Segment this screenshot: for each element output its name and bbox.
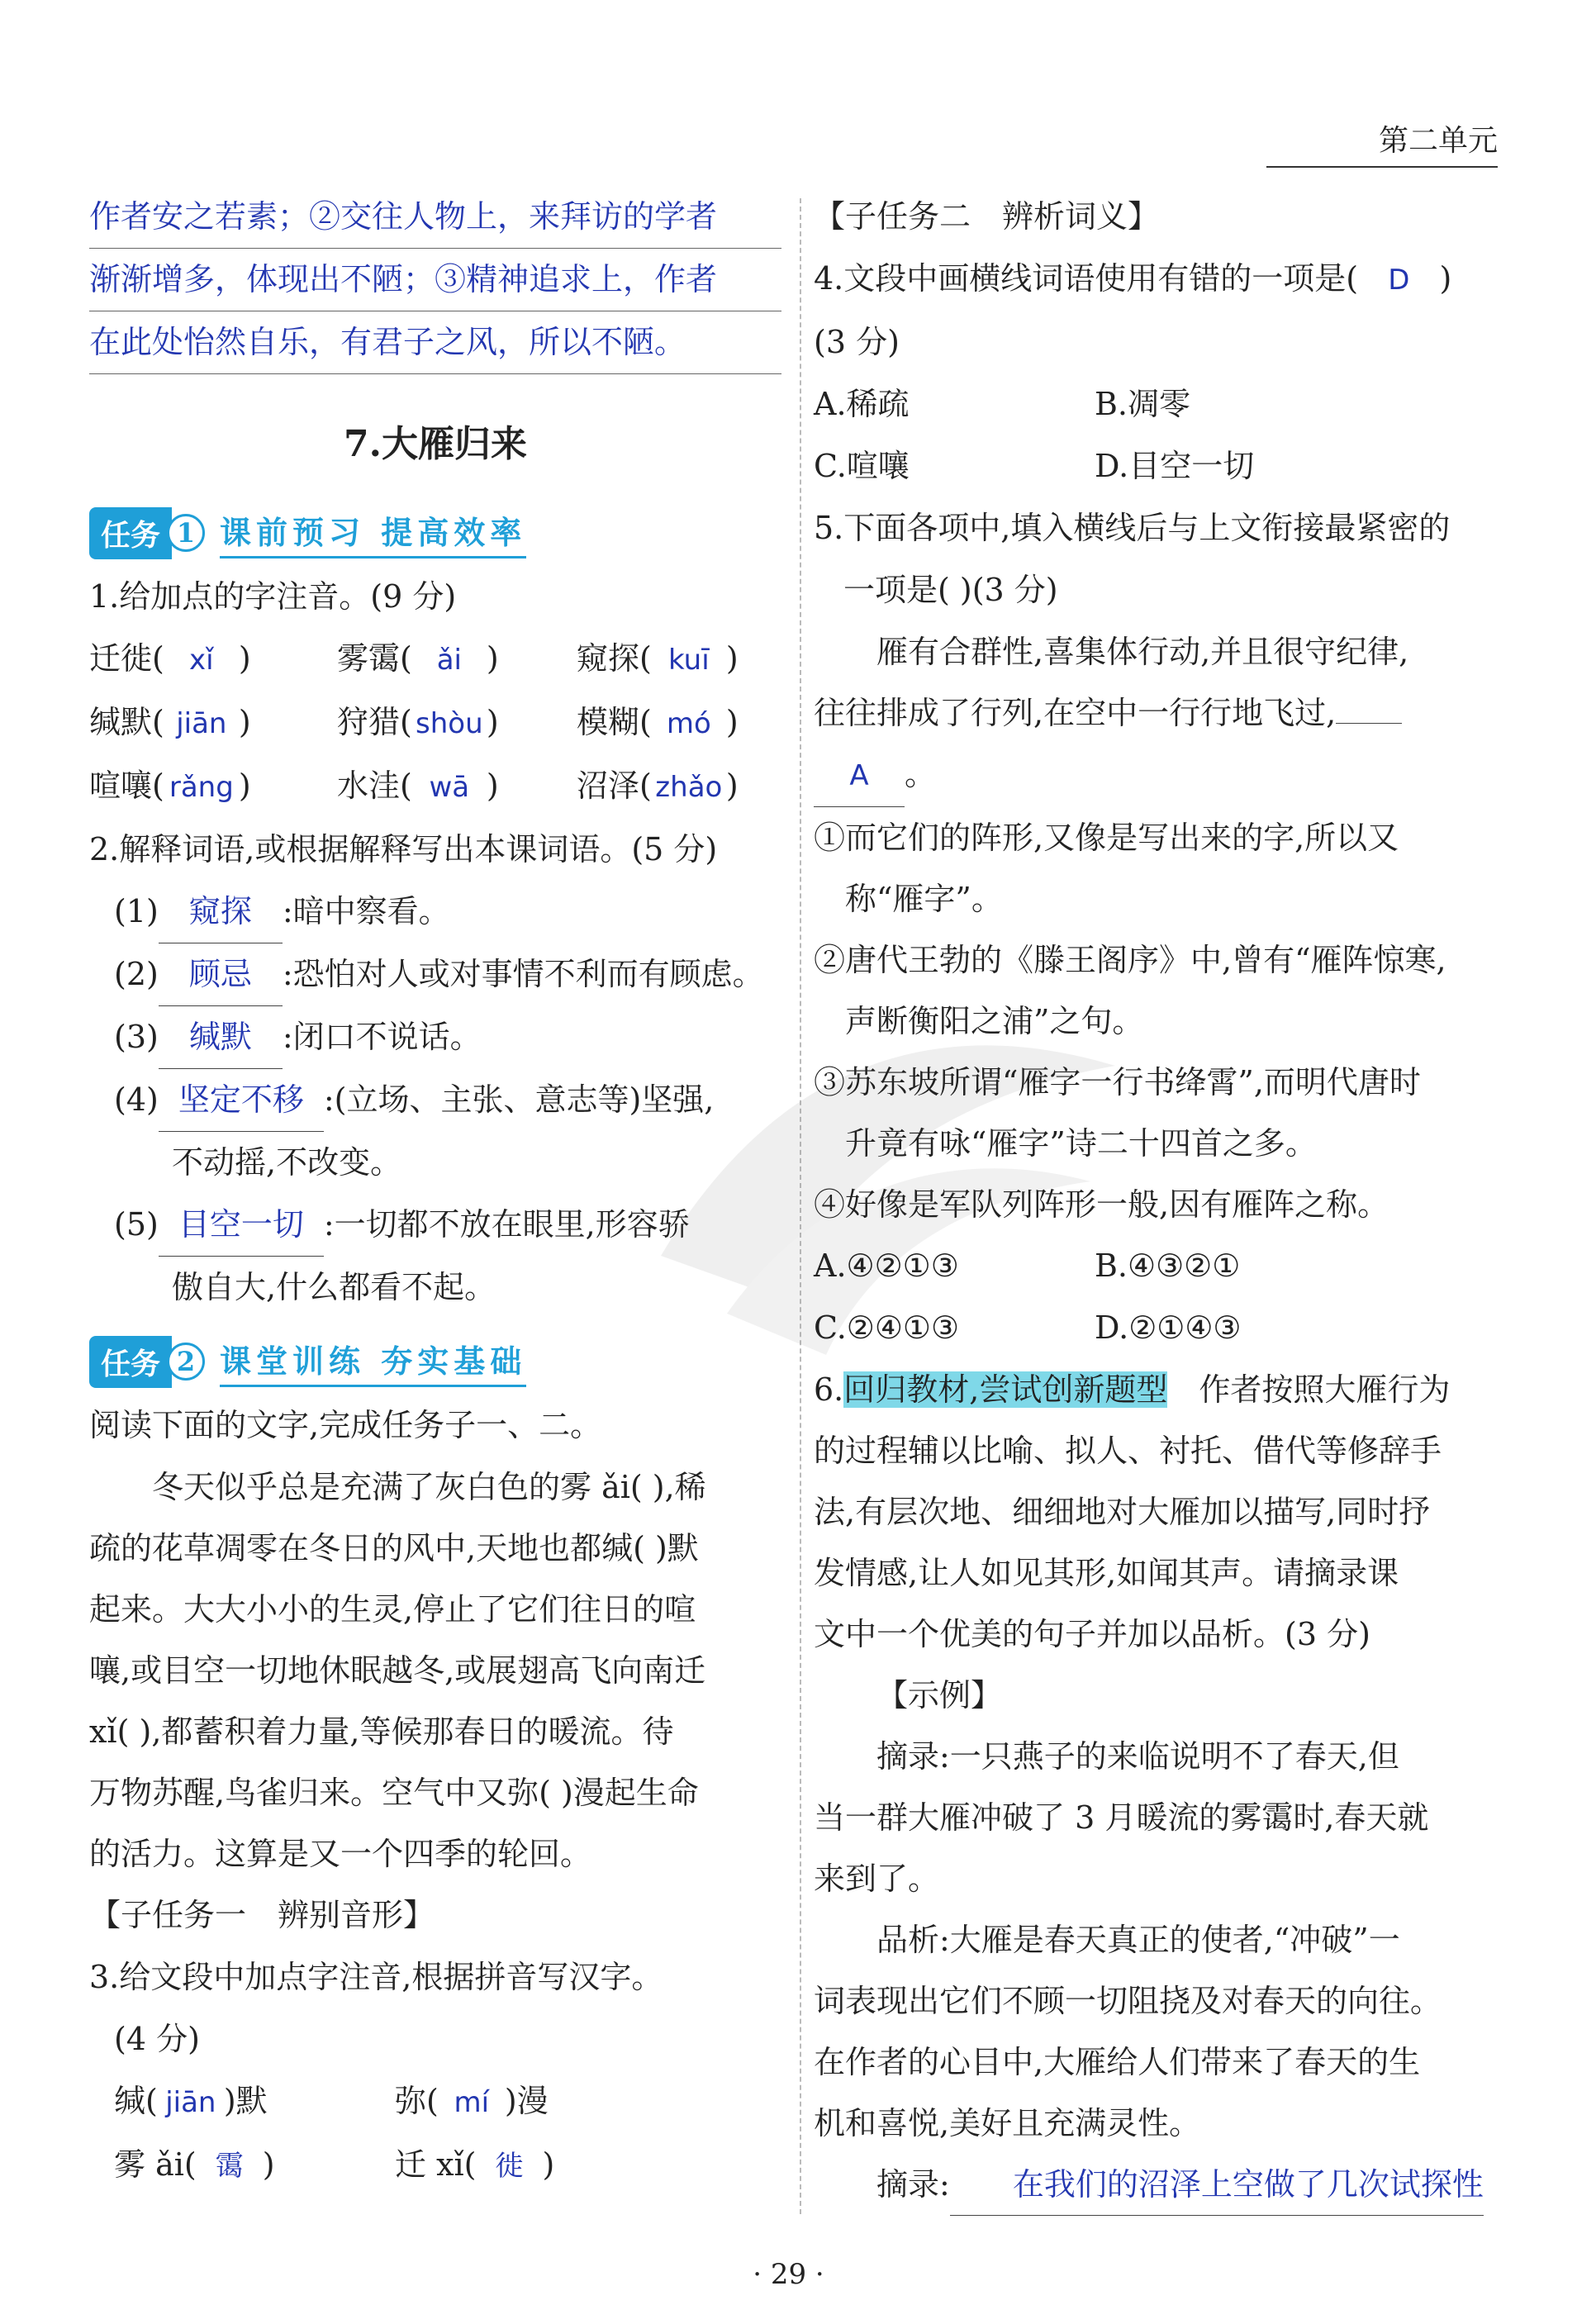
subtask-2-heading: 【子任务二 辨析词义】: [814, 198, 1160, 235]
paren-close: ): [725, 640, 739, 677]
q6-stem-rest: 作者按照大雁行为: [1199, 1371, 1451, 1408]
answer: 徙: [495, 2150, 524, 2183]
q5-options: [814, 1235, 1509, 1359]
q6-number: 6.: [814, 1371, 844, 1408]
question-3-stem: 3.给文段中加点字注音,根据拼音写汉字。: [89, 1959, 663, 1995]
option: A.稀疏: [814, 386, 910, 422]
option: C.喧嚷: [814, 448, 910, 484]
definition-answer: 顾忌: [159, 943, 283, 1006]
answer: 霭: [215, 2150, 244, 2183]
pinyin-answer: xǐ: [189, 644, 214, 677]
task-banner-1: [89, 506, 781, 559]
pinyin-item: [577, 691, 783, 755]
word: 狩猎(: [337, 704, 412, 740]
word: 喧嚷(: [89, 768, 164, 804]
example-line: 品析:大雁是春天真正的使者,“冲破”一: [876, 1922, 1400, 1958]
option: C.②④①③: [814, 1309, 960, 1346]
prefix: 缄(: [114, 2083, 158, 2119]
extract-line: [814, 2154, 1509, 2216]
q3-answer-item: [395, 2134, 676, 2198]
task-number: 2: [167, 1343, 205, 1381]
definition-answer: 缄默: [159, 1006, 283, 1069]
answer-line: 渐渐增多，体现出不陋；③精神追求上，作者: [89, 249, 781, 311]
q6-tag: 回归教材,尝试创新题型: [843, 1371, 1168, 1408]
paren-close: ): [238, 768, 251, 804]
q4-options: [814, 373, 1509, 497]
example-line: 词表现出它们不顾一切阻挠及对春天的向往。: [814, 1983, 1442, 2019]
paren-close: ): [486, 704, 499, 740]
definition-item: [89, 943, 781, 1006]
reading-passage: [89, 1457, 781, 1884]
paren-close: ): [486, 768, 499, 804]
definition-text: :(立场、主张、意志等)坚强,: [323, 1081, 715, 1118]
q4-stem-end: ): [1439, 260, 1452, 297]
definition-continuation: 傲自大,什么都看不起。: [172, 1269, 496, 1305]
task-badge: 任务: [89, 507, 172, 559]
unit-header: 第二单元: [1266, 117, 1498, 168]
question-1-stem: 1.给加点的字注音。(9 分): [89, 578, 457, 615]
question-5-stem: 5.下面各项中,填入横线后与上文衔接最紧密的: [814, 510, 1451, 546]
prefix: 雾 ǎi(: [114, 2146, 197, 2183]
pinyin-item: [89, 691, 337, 755]
definition-item: [89, 1006, 781, 1069]
right-column: [814, 186, 1509, 2216]
task-title: 课前预习 提高效率: [220, 507, 526, 558]
item-number: (1): [114, 893, 159, 929]
q6-line: 法,有层次地、细细地对大雁加以描写,同时抒: [814, 1494, 1431, 1530]
passage-line: 万物苏醒,鸟雀归来。空气中又弥( )漫起生命: [89, 1775, 699, 1811]
pinyin-answer: kuī: [668, 644, 710, 677]
pinyin-answer: wā: [429, 771, 470, 804]
example-line: 在作者的心目中,大雁给人们带来了春天的生: [814, 2044, 1421, 2080]
q4-answer: D: [1388, 264, 1410, 297]
definition-text: :一切都不放在眼里,形容骄: [323, 1206, 690, 1243]
item-number: (3): [114, 1019, 159, 1055]
extract-answer: 在我们的沼泽上空做了几次试探性: [950, 2154, 1484, 2216]
q6-line: 发情感,让人如见其形,如闻其声。请摘录课: [814, 1555, 1399, 1591]
q5-answer: A: [814, 745, 905, 807]
pinyin-item: [89, 628, 337, 691]
item-number: (2): [114, 956, 159, 992]
definition-answer: 目空一切: [159, 1194, 324, 1257]
pinyin-item: [337, 628, 577, 691]
reading-intro: 阅读下面的文字,完成任务子一、二。: [89, 1407, 602, 1443]
example-line: 摘录:一只燕子的来临说明不了春天,但: [876, 1738, 1399, 1775]
answer-line: 作者安之若素；②交往人物上，来拜访的学者: [89, 186, 781, 249]
pinyin-answer: jiān: [176, 707, 227, 740]
option: D.②①④③: [1095, 1309, 1242, 1346]
q5-items: [814, 807, 1509, 1235]
q6-line: 的过程辅以比喻、拟人、衬托、借代等修辞手: [814, 1433, 1442, 1469]
prefix: 弥(: [395, 2083, 439, 2119]
suffix: )默: [223, 2083, 268, 2119]
left-column: [89, 186, 781, 2198]
passage-line: 冬天似乎总是充满了灰白色的雾 ǎi( ),稀: [152, 1469, 706, 1505]
q3-answer-item: [114, 2134, 395, 2198]
answer-line: 在此处怡然自乐，有君子之风，所以不陋。: [89, 311, 781, 374]
passage-line: 嚷,或目空一切地休眠越冬,或展翅高飞向南迁: [89, 1652, 706, 1689]
question-3-score: (4 分): [114, 2021, 200, 2057]
q5-answer-line: A 。: [814, 744, 1509, 807]
q5-text: [814, 682, 1509, 744]
blank: [1336, 723, 1402, 724]
question-2-stem: 2.解释词语,或根据解释写出本课词语。(5 分): [89, 831, 718, 867]
definition-item: [89, 1194, 781, 1257]
paren-close: ): [486, 640, 499, 677]
q5-text-line: 往往排成了行列,在空中一行行地飞过,: [814, 695, 1337, 731]
definition-continuation: 不动摇,不改变。: [172, 1144, 402, 1181]
definition-text: :闭口不说话。: [282, 1019, 482, 1055]
task-badge: 任务: [89, 1336, 172, 1388]
definition-item: [89, 1069, 781, 1132]
answer: jiān: [165, 2086, 216, 2119]
task-banner-2: [89, 1335, 781, 1388]
answer: mí: [454, 2086, 490, 2119]
lesson-title: 7.大雁归来: [344, 423, 527, 465]
q5-item-line: 声断衡阳之浦”之句。: [845, 1003, 1144, 1039]
pinyin-answer: mó: [666, 707, 711, 740]
pinyin-answer: rǎng: [169, 771, 234, 804]
question-4-stem: [814, 248, 1509, 311]
subtask-1-heading: 【子任务一 辨别音形】: [89, 1897, 435, 1933]
paren-close: ): [238, 704, 251, 740]
q6-line: 文中一个优美的句子并加以品析。(3 分): [814, 1616, 1370, 1652]
q3-answers: [89, 2070, 781, 2198]
item-number: (4): [114, 1081, 159, 1118]
example-label: 【示例】: [876, 1677, 1003, 1713]
word: 雾霭(: [337, 640, 412, 677]
pinyin-item: [89, 755, 337, 819]
passage-line: 疏的花草凋零在冬日的风中,天地也都缄( )默: [89, 1530, 699, 1566]
paren-close: ): [725, 768, 739, 804]
definition-item: [89, 881, 781, 943]
q5-item-line: ①而它们的阵形,又像是写出来的字,所以又: [814, 820, 1399, 856]
q5-item-line: 称“雁字”。: [845, 881, 1003, 917]
pinyin-answer: ǎi: [436, 644, 462, 677]
option: A.④②①③: [814, 1248, 959, 1284]
item-number: (5): [114, 1206, 159, 1243]
pinyin-item: [337, 755, 577, 819]
question-6-stem: [814, 1359, 1509, 1420]
question-5-stem: 一项是( )(3 分): [843, 572, 1058, 608]
pinyin-item: [577, 755, 783, 819]
word: 模糊(: [577, 704, 652, 740]
option: B.凋零: [1095, 386, 1191, 422]
task-number: 1: [167, 514, 205, 552]
task-title: 课堂训练 夯实基础: [220, 1336, 526, 1387]
suffix: ): [262, 2146, 275, 2183]
word: 迁徙(: [89, 640, 164, 677]
q3-answer-item: [395, 2070, 676, 2134]
q4-stem-text: 4.文段中画横线词语使用有错的一项是(: [814, 260, 1359, 297]
word: 窥探(: [577, 640, 652, 677]
pinyin-item: [577, 628, 783, 691]
question-4-score: (3 分): [814, 324, 900, 360]
definition-answer: 窥探: [159, 881, 283, 943]
paren-close: ): [725, 704, 739, 740]
paren-close: ): [238, 640, 251, 677]
definition-text: :恐怕对人或对事情不利而有顾虑。: [282, 956, 764, 992]
q5-text: 雁有合群性,喜集体行动,并且很守纪律,: [876, 634, 1409, 670]
extract-label: 摘录:: [876, 2166, 950, 2203]
passage-line: 起来。大大小小的生灵,停止了它们往日的喧: [89, 1591, 696, 1628]
suffix: ): [542, 2146, 555, 2183]
suffix: )漫: [504, 2083, 549, 2119]
definition-text: :暗中察看。: [282, 893, 450, 929]
definition-list: [89, 881, 781, 1319]
q3-answer-item: [114, 2070, 395, 2134]
example-line: 机和喜悦,美好且充满灵性。: [814, 2105, 1201, 2141]
word: 水洼(: [337, 768, 412, 804]
option: B.④③②①: [1095, 1248, 1241, 1284]
definition-answer: 坚定不移: [159, 1069, 324, 1132]
q5-item-line: ④好像是军队列阵形一般,因有雁阵之称。: [814, 1186, 1389, 1223]
q5-item-line: ②唐代王勃的《滕王阁序》中,曾有“雁阵惊寒,: [814, 942, 1446, 978]
prefix: 迁 xǐ(: [395, 2146, 477, 2183]
pinyin-answer: shòu: [416, 707, 483, 740]
passage-line: 的活力。这算是又一个四季的轮回。: [89, 1836, 592, 1872]
q5-item-line: ③苏东坡所谓“雁字一行书绛霄”,而明代唐时: [814, 1064, 1421, 1100]
pinyin-grid: [89, 628, 781, 819]
pinyin-answer: zhǎo: [655, 771, 723, 804]
example-line: 当一群大雁冲破了 3 月暖流的雾霭时,春天就: [814, 1799, 1429, 1836]
pinyin-item: [337, 691, 577, 755]
word: 缄默(: [89, 704, 164, 740]
example-line: 来到了。: [814, 1861, 940, 1897]
word: 沼泽(: [577, 768, 652, 804]
page-number: · 29 ·: [753, 2258, 824, 2291]
option: D.目空一切: [1095, 448, 1255, 484]
passage-line: xǐ( ),都蓄积着力量,等候那春日的暖流。待: [89, 1713, 674, 1750]
q5-item-line: 升竟有咏“雁字”诗二十四首之多。: [845, 1125, 1317, 1162]
